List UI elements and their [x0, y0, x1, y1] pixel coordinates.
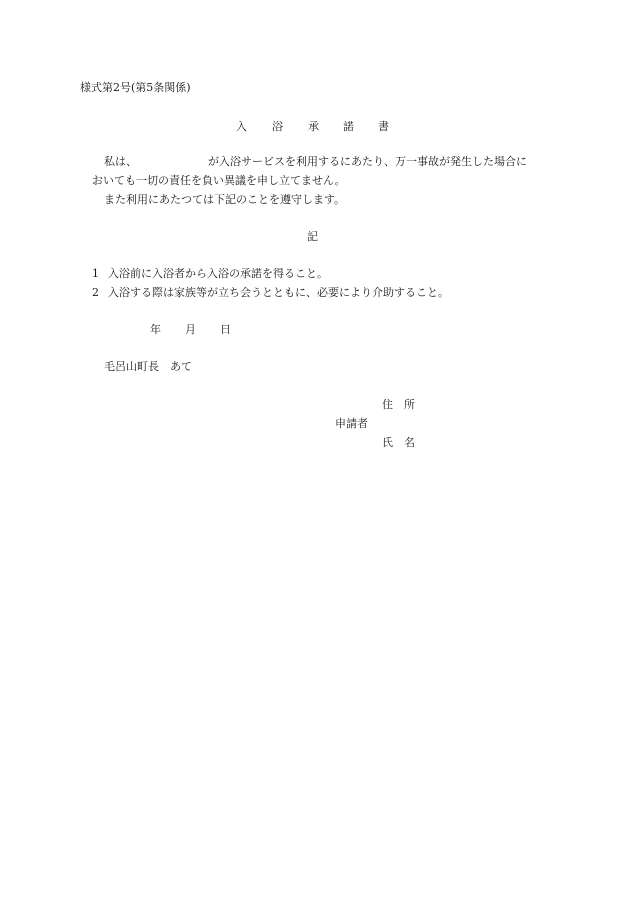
- title-char-3: 承: [308, 120, 319, 133]
- item-2-number: 2: [92, 286, 99, 299]
- body-line1-prefix: 私は、: [104, 155, 137, 168]
- title-char-4: 諾: [343, 120, 354, 133]
- form-number: 様式第2号(第5条関係): [80, 81, 191, 94]
- name-label: 氏 名: [382, 436, 415, 449]
- item-1-number: 1: [92, 267, 99, 280]
- address-label: 住 所: [382, 398, 415, 411]
- body-line1-suffix: が入浴サービスを利用するにあたり、万一事故が発生した場合に: [208, 155, 527, 168]
- item-1-text: 入浴前に入浴者から入浴の承諾を得ること。: [108, 267, 328, 280]
- applicant-label: 申請者: [335, 417, 368, 430]
- date-year: 年: [150, 323, 161, 336]
- title-char-2: 浴: [272, 120, 283, 133]
- date-month: 月: [185, 323, 196, 336]
- title-char-5: 書: [378, 120, 389, 133]
- body-line3: また利用にあたつては下記のことを遵守します。: [104, 193, 346, 206]
- date-day: 日: [220, 323, 231, 336]
- ki-heading: 記: [307, 230, 318, 243]
- addressee: 毛呂山町長 あて: [104, 360, 192, 373]
- title-char-1: 入: [236, 120, 247, 133]
- item-2-text: 入浴する際は家族等が立ち会うとともに、必要により介助すること。: [108, 286, 449, 299]
- body-line2: おいても一切の責任を負い異議を申し立てません。: [92, 174, 346, 187]
